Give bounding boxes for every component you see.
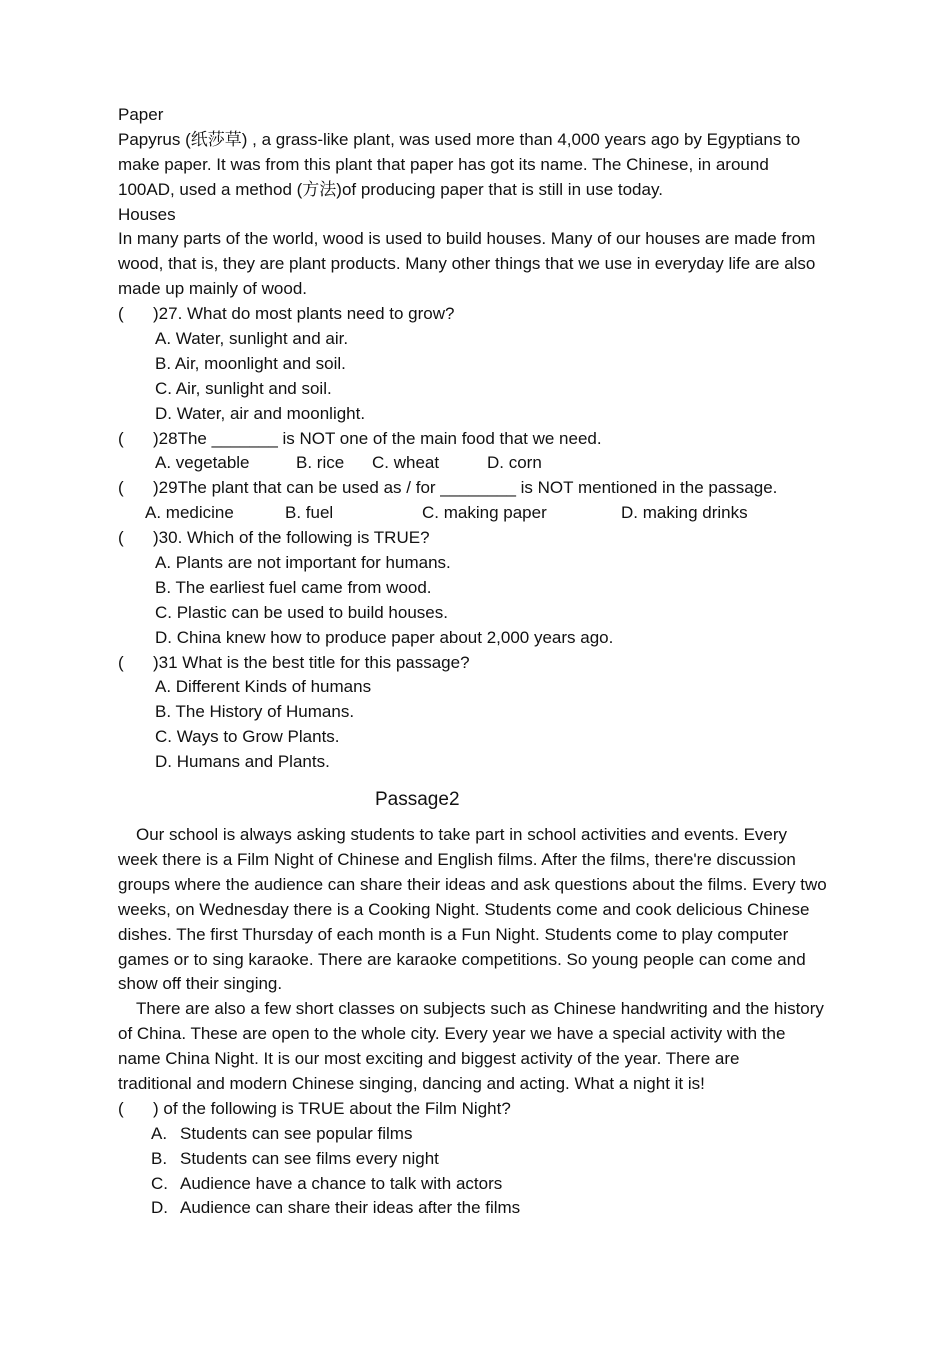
q28-option-b: B. rice <box>296 453 345 473</box>
houses-heading: Houses <box>118 204 176 224</box>
paper-line-2: make paper. It was from this plant that paper has got its name. The Chinese, in around <box>118 154 769 174</box>
houses-line-1: In many parts of the world, wood is used to build houses. Many of our houses are made from <box>118 229 816 249</box>
q31-option-d: D. Humans and Plants. <box>155 752 330 772</box>
answer-blank: ( <box>118 304 124 324</box>
p2-para2-line-2: of China. These are open to the whole city. Every year we have a special activity with the <box>118 1024 786 1044</box>
question-30 <box>118 526 878 551</box>
houses-line-3: made up mainly of wood. <box>118 279 307 299</box>
p2-option-a-text: Students can see popular films <box>180 1123 413 1143</box>
paper-line-3: 100AD, used a method (方法)of producing paper that is still in use today. <box>118 179 663 199</box>
q30-option-d: D. China knew how to produce paper about 2,000 years ago. <box>155 627 614 647</box>
q31-option-c: C. Ways to Grow Plants. <box>155 727 340 747</box>
passage2-paragraph-1 <box>118 823 878 997</box>
q30-option-a: A. Plants are not important for humans. <box>155 553 451 573</box>
answer-blank: ( <box>118 478 124 498</box>
document-content <box>118 103 878 1221</box>
q28-option-d: D. corn <box>487 453 542 473</box>
houses-line-2: wood, that is, they are plant products. Many other things that we use in everyday life are also <box>118 254 816 274</box>
q28-option-a: A. vegetable <box>155 453 250 473</box>
p2-para2-line-4: traditional and modern Chinese singing, dancing and acting. What a night it is! <box>118 1073 705 1093</box>
p2-option-b-letter: B. <box>151 1148 168 1168</box>
question-28 <box>118 427 878 452</box>
q31-option-a: A. Different Kinds of humans <box>155 677 372 697</box>
q27-option-a: A. Water, sunlight and air. <box>155 329 349 349</box>
q27-option-d: D. Water, air and moonlight. <box>155 403 366 423</box>
answer-blank: ( <box>118 528 124 548</box>
p2-option-b <box>118 1147 878 1172</box>
q29-option-d: D. making drinks <box>621 503 748 523</box>
q29-options <box>118 501 878 526</box>
q30-option-b: B. The earliest fuel came from wood. <box>155 577 432 597</box>
q27-option-b: B. Air, moonlight and soil. <box>155 353 346 373</box>
question-31 <box>118 651 878 676</box>
p2-para1-line-1: Our school is always asking students to take part in school activities and events. Every <box>136 825 788 845</box>
question-29-text: )29The plant that can be used as / for ________ is NOT mentioned in the passage. <box>153 478 778 498</box>
q29-option-c: C. making paper <box>422 503 547 523</box>
p2-option-a <box>118 1122 878 1147</box>
question-28-text: )28The _______ is NOT one of the main food that we need. <box>153 428 602 448</box>
p2-option-a-letter: A. <box>151 1123 168 1143</box>
p2-para2-line-1: There are also a few short classes on subjects such as Chinese handwriting and the history <box>136 999 824 1019</box>
passage2-paragraph-2 <box>118 997 878 1097</box>
p2-para1-line-6: games or to sing karaoke. There are karaoke competitions. So young people can come and <box>118 949 806 969</box>
q29-option-b: B. fuel <box>285 503 334 523</box>
p2-para1-line-7: show off their singing. <box>118 974 283 994</box>
answer-blank: ( <box>118 652 124 672</box>
q27-option-c: C. Air, sunlight and soil. <box>155 378 332 398</box>
answer-blank: ( <box>118 428 124 448</box>
passage2-question <box>118 1097 878 1122</box>
q29-option-a: A. medicine <box>145 503 234 523</box>
p2-option-c <box>118 1172 878 1197</box>
passage2-question-text: ) of the following is TRUE about the Film Night? <box>153 1098 511 1118</box>
question-29 <box>118 476 878 501</box>
p2-para2-line-3: name China Night. It is our most exciting and biggest activity of the year. There are <box>118 1049 740 1069</box>
p2-para1-line-5: dishes. The first Thursday of each month is a Fun Night. Students come to play computer <box>118 924 789 944</box>
p2-option-b-text: Students can see films every night <box>180 1148 439 1168</box>
q28-options <box>118 451 878 476</box>
q28-option-c: C. wheat <box>372 453 440 473</box>
question-30-text: )30. Which of the following is TRUE? <box>153 528 430 548</box>
p2-para1-line-2: week there is a Film Night of Chinese and English films. After the films, there're discussion <box>118 849 796 869</box>
q31-option-b: B. The History of Humans. <box>155 702 355 722</box>
answer-blank: ( <box>118 1098 124 1118</box>
p2-option-d <box>118 1196 878 1221</box>
p2-para1-line-3: groups where the audience can share their ideas and ask questions about the films. Every two <box>118 874 827 894</box>
question-27-text: )27. What do most plants need to grow? <box>153 304 455 324</box>
passage2-title: Passage2 <box>375 789 460 811</box>
question-31-text: )31 What is the best title for this passage? <box>153 652 470 672</box>
p2-option-c-text: Audience have a chance to talk with actors <box>180 1173 503 1193</box>
question-27 <box>118 302 878 327</box>
paper-line-1: Papyrus (纸莎草) , a grass-like plant, was used more than 4,000 years ago by Egyptians to <box>118 129 801 149</box>
paper-heading: Paper <box>118 105 164 124</box>
q30-option-c: C. Plastic can be used to build houses. <box>155 602 448 622</box>
p2-para1-line-4: weeks, on Wednesday there is a Cooking Night. Students come and cook delicious Chinese <box>118 899 810 919</box>
p2-option-d-letter: D. <box>151 1198 168 1218</box>
p2-option-c-letter: C. <box>151 1173 168 1193</box>
p2-option-d-text: Audience can share their ideas after the films <box>180 1198 521 1218</box>
